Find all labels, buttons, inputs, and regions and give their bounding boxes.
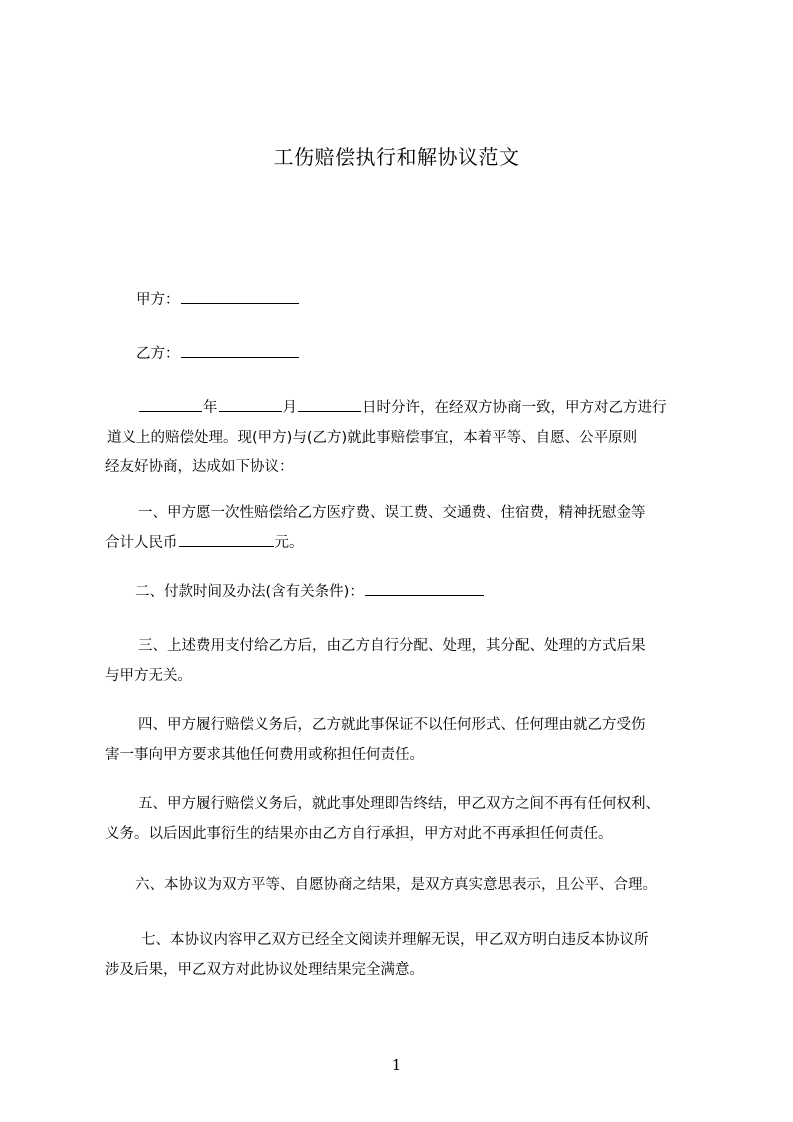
- clause-7-line-1: 七、本协议内容甲乙双方已经全文阅读并理解无误，甲乙双方明白违反本协议所: [141, 932, 649, 948]
- amount-blank[interactable]: [179, 531, 274, 547]
- clause-2-line-1: [105, 578, 705, 608]
- year-label: 年: [203, 400, 218, 416]
- rmb-suffix: 元。: [274, 534, 304, 551]
- clause-3-line-2: 与甲方无关。: [105, 667, 192, 684]
- month-blank[interactable]: [219, 396, 282, 412]
- clause-4: [105, 711, 705, 770]
- party-a-label: 甲方：: [136, 292, 180, 308]
- clause-5: [105, 790, 705, 849]
- party-b-blank[interactable]: [181, 342, 299, 358]
- clause-4-line-2: 害一事向甲方要求其他任何费用或称担任何责任。: [105, 746, 424, 763]
- clause-3: [105, 632, 705, 691]
- clause-6-line-1: 六、本协议为双方平等、自愿协商之结果，是双方真实意思表示，且公平、合理。: [135, 877, 657, 893]
- document-title: 工伤赔偿执行和解协议范文: [273, 145, 520, 169]
- clause-3-line-1: 三、上述费用支付给乙方后，由乙方自行分配、处理，其分配、处理的方式后果: [138, 638, 646, 654]
- page-number: 1: [391, 1056, 402, 1074]
- clause-5-line-2: 义务。以后因此事衍生的结果亦由乙方自行承担，甲方对此不再承担任何责任。: [105, 825, 613, 842]
- intro-line-1: [105, 394, 705, 424]
- clause-1: [105, 499, 705, 558]
- party-a-line: [105, 286, 705, 316]
- clause-4-line-1: 四、甲方履行赔偿义务后，乙方就此事保证不以任何形式、任何理由就乙方受伤: [138, 717, 646, 733]
- payment-terms-blank[interactable]: [365, 580, 484, 596]
- year-blank[interactable]: [139, 396, 202, 412]
- clause-7: [105, 926, 705, 985]
- clause-2-text: 二、付款时间及办法(含有关条件)：: [135, 584, 364, 600]
- intro-paragraph: [105, 394, 705, 483]
- month-label: 月: [282, 400, 297, 416]
- clause-6: [105, 871, 705, 901]
- clause-1-line-1: 一、甲方愿一次性赔偿给乙方医疗费、误工费、交通费、住宿费，精神抚慰金等: [138, 505, 646, 521]
- clause-7-line-2: 涉及后果，甲乙双方对此协议处理结果完全满意。: [105, 961, 424, 978]
- party-b-label: 乙方：: [136, 346, 180, 362]
- intro-line-3: 经友好协商，达成如下协议：: [105, 459, 294, 475]
- intro-line-2: 道义上的赔偿处理。现(甲方)与(乙方)就此事赔偿事宜，本着平等、自愿、公平原则: [107, 429, 638, 446]
- party-b-line: [105, 340, 705, 370]
- intro-line-1-rest: 日时分许，在经双方协商一致，甲方对乙方进行: [362, 400, 667, 416]
- day-blank[interactable]: [298, 396, 361, 412]
- clause-1-line-2: [105, 529, 705, 559]
- clause-5-line-1: 五、甲方履行赔偿义务后，就此事处理即告终结，甲乙双方之间不再有任何权利、: [138, 796, 660, 812]
- rmb-prefix: 合计人民币: [105, 534, 178, 551]
- clause-2: [105, 578, 705, 608]
- party-a-blank[interactable]: [181, 288, 299, 304]
